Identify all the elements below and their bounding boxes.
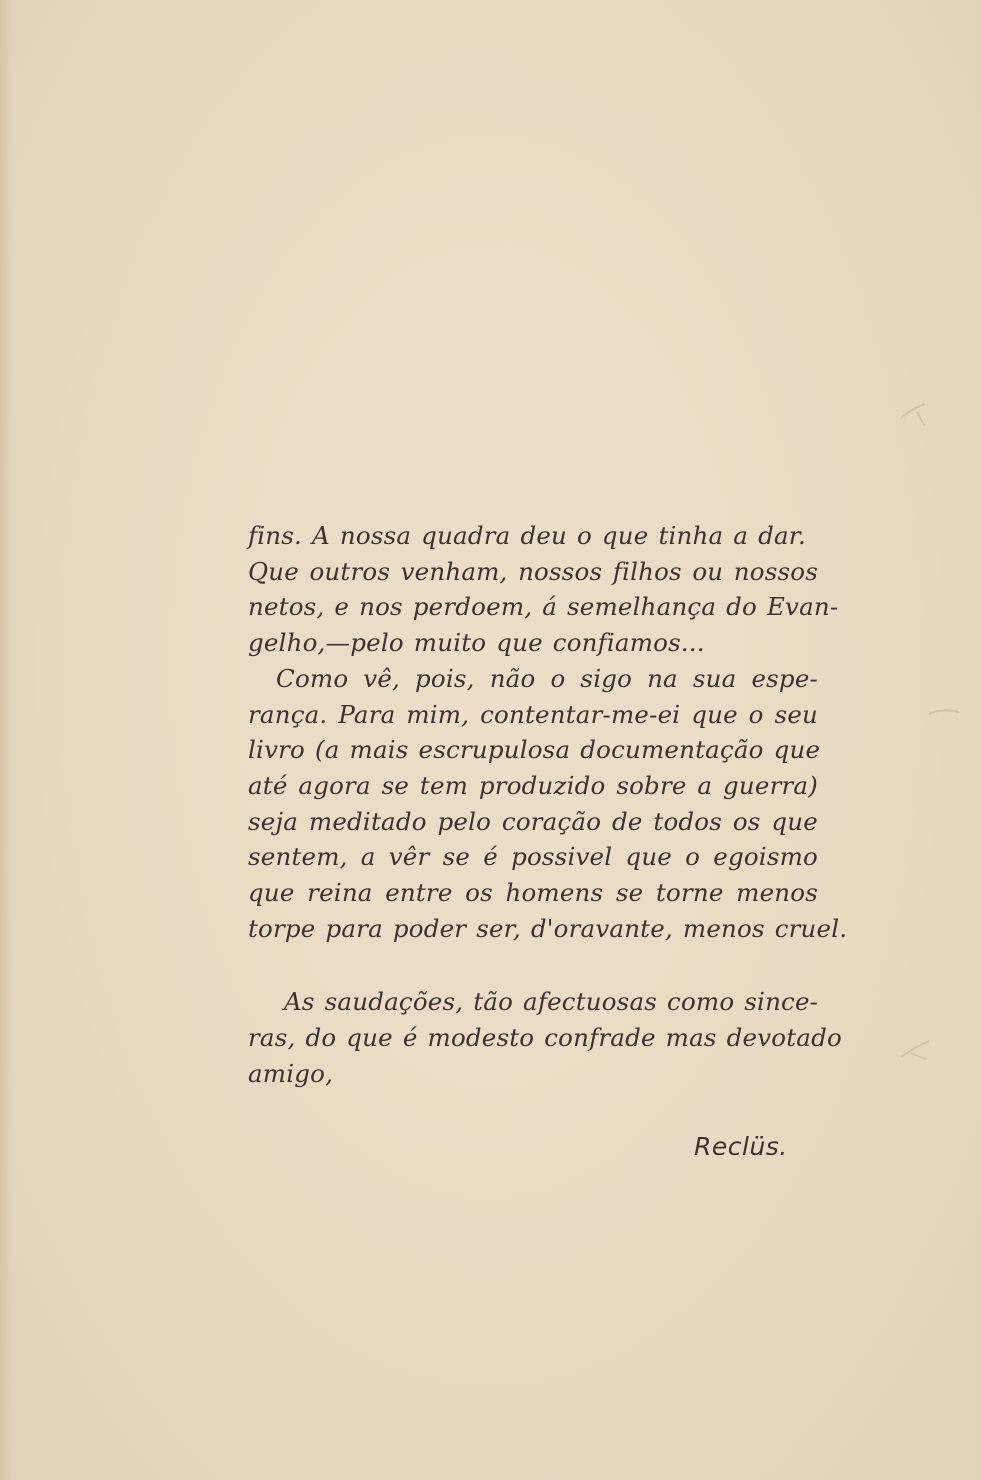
text-line: fins. A nossa quadra deu o que tinha a dar. [248, 521, 807, 550]
signature: Reclüs. [694, 1132, 788, 1161]
text-line: livro (a mais escrupulosa documentação que [248, 735, 821, 765]
text-line: As saudações, tão afectuosas como since- [284, 987, 819, 1017]
text-line: Como vê, pois, não o sigo na sua espe- [276, 663, 818, 693]
text-line: seja meditado pelo coração de todos os que [248, 806, 818, 836]
paper-tear-mark [895, 400, 935, 430]
text-line: ras, do que é modesto confrade mas devotado [248, 1023, 842, 1053]
text-line: rança. Para mim, contentar-me-ei que o seu [248, 699, 818, 729]
paper-tear-mark [925, 700, 965, 730]
text-line: sentem, a vêr se é possivel que o egoismo [248, 842, 818, 872]
text-line: Que outros venham, nossos filhos ou nossos [248, 556, 818, 586]
page-spine-shadow [0, 0, 14, 1480]
paragraph-gap [248, 946, 818, 984]
letter-text [248, 518, 848, 1092]
text-line: gelho,—pelo muito que confiamos... [248, 628, 705, 658]
text-line: netos, e nos perdoem, á semelhança do Evan- [248, 592, 839, 622]
text-line: até agora se tem produzido sobre a guerra) [248, 770, 818, 800]
text-line: que reina entre os homens se torne menos [248, 878, 818, 908]
text-line: torpe para poder ser, d'oravante, menos cruel. [248, 913, 848, 943]
text-line: amigo, [248, 1058, 334, 1088]
paper-tear-mark [895, 1035, 935, 1065]
